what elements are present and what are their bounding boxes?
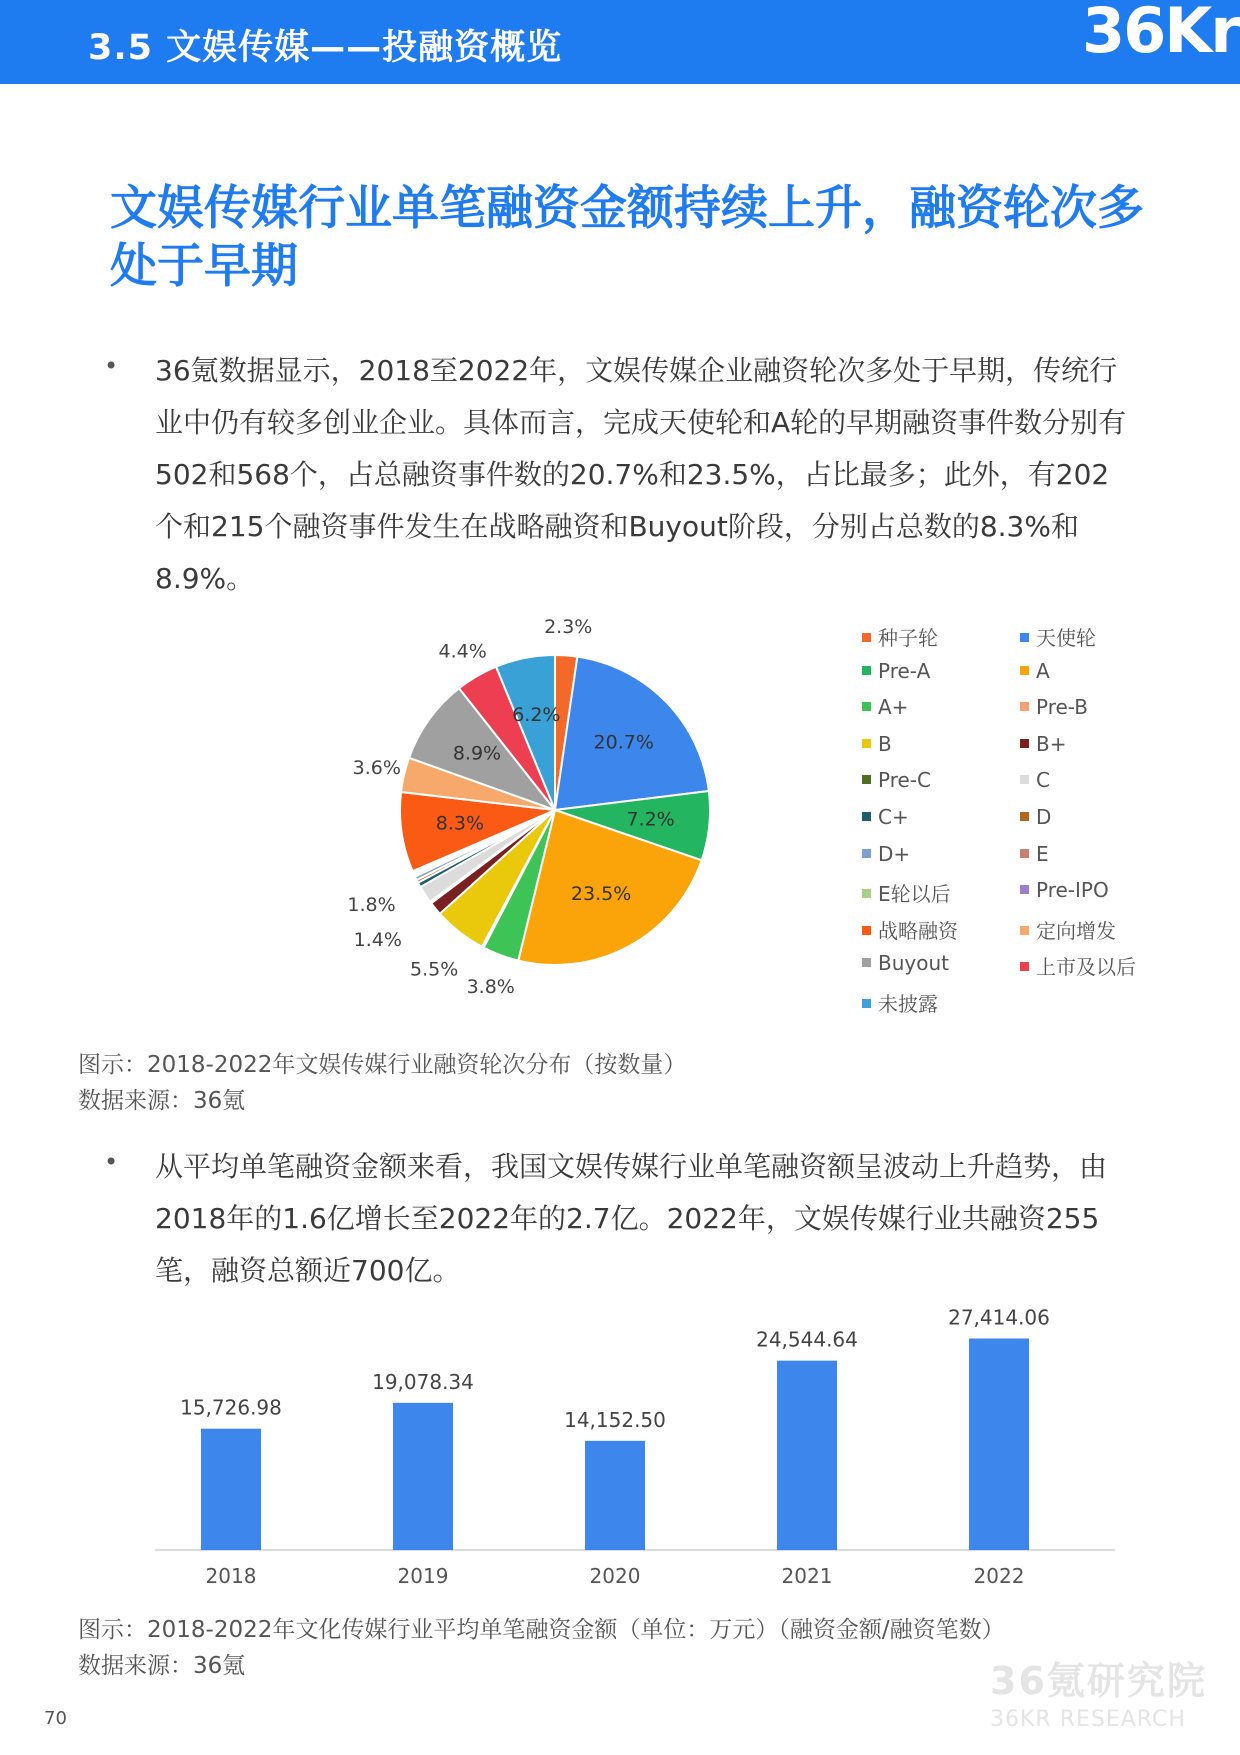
- legend-label: C: [1036, 768, 1050, 793]
- chart-caption-average: [78, 1612, 1005, 1684]
- legend-item: [1020, 805, 1051, 829]
- bar-value-label: 19,078.34: [372, 1369, 474, 1394]
- legend-swatch: [862, 999, 871, 1008]
- legend-swatch: [1020, 775, 1029, 784]
- legend-item: [1020, 951, 1136, 980]
- page-heading: 文娱传媒行业单笔融资金额持续上升，融资轮次多处于早期: [110, 181, 1144, 294]
- legend-label: 战略融资: [878, 918, 958, 943]
- legend-label: E: [1036, 841, 1049, 866]
- legend-item: [1020, 732, 1066, 756]
- legend-swatch: [862, 702, 871, 711]
- legend-label: Pre-A: [878, 658, 931, 683]
- legend-label: E轮以后: [878, 882, 951, 907]
- legend-item: [1020, 622, 1096, 651]
- bullet-marker: •: [104, 1148, 119, 1176]
- legend-item: [862, 842, 910, 866]
- legend-swatch: [862, 633, 871, 642]
- legend-item: [862, 768, 931, 792]
- pie-slice-label: 3.6%: [352, 756, 401, 779]
- bar: [969, 1339, 1029, 1550]
- legend-item: [862, 951, 949, 975]
- legend-swatch: [1020, 812, 1029, 821]
- pie-slice-label: 8.3%: [435, 812, 485, 835]
- legend-swatch: [862, 666, 871, 675]
- legend-swatch: [862, 849, 871, 858]
- caption-title: 图示：2018-2022年文娱传媒行业融资轮次分布（按数量）: [78, 1052, 687, 1078]
- legend-item: [862, 622, 938, 651]
- legend-swatch: [862, 958, 871, 967]
- legend-label: 定向增发: [1036, 918, 1116, 943]
- legend-item: [862, 805, 909, 829]
- pie-slice-label: 6.2%: [512, 704, 561, 727]
- bar: [393, 1403, 453, 1550]
- pie-chart: [330, 615, 750, 1035]
- section-title: 3.5 文娱传媒——投融资概览: [88, 28, 563, 68]
- pie-slice-label: 7.2%: [626, 808, 675, 831]
- caption-source: 数据来源：36氪: [78, 1653, 246, 1679]
- legend-item: [862, 878, 951, 907]
- legend-item: [862, 659, 930, 683]
- x-tick-label: 2019: [397, 1564, 449, 1588]
- bar-value-label: 14,152.50: [564, 1407, 666, 1432]
- caption-title: 图示：2018-2022年文化传媒行业平均单笔融资金额（单位：万元）（融资金额/融资笔数）: [78, 1617, 1005, 1643]
- paragraph-average: 从平均单笔融资金额来看，我国文娱传媒行业单笔融资额呈波动上升趋势，由2018年的1.6亿增长至2022年的2.7亿。2022年，文娱传媒行业共融资255笔，融资总额近700亿。: [155, 1150, 1108, 1287]
- caption-source: 数据来源：36氪: [78, 1088, 246, 1114]
- legend-item: [1020, 768, 1050, 792]
- pie-slice-label: 23.5%: [570, 882, 632, 905]
- legend-swatch: [1020, 926, 1029, 935]
- watermark: [990, 1650, 1207, 1732]
- legend-swatch: [1020, 885, 1029, 894]
- legend-label: D+: [878, 841, 911, 866]
- legend-item: [1020, 915, 1116, 944]
- legend-item: [1020, 878, 1109, 902]
- watermark-cn: 36氪研究院: [990, 1659, 1207, 1703]
- legend-swatch: [1020, 849, 1029, 858]
- pie-slice-label: 2.3%: [544, 615, 593, 638]
- legend-item: [862, 732, 892, 756]
- legend-swatch: [862, 926, 871, 935]
- legend-item: [1020, 695, 1088, 719]
- legend-label: B: [878, 731, 892, 756]
- bar: [201, 1429, 261, 1550]
- pie-slice-label: 20.7%: [593, 731, 654, 754]
- bar-value-label: 15,726.98: [180, 1395, 282, 1420]
- legend-item: [862, 988, 938, 1017]
- legend-swatch: [1020, 666, 1029, 675]
- x-tick-label: 2021: [781, 1564, 833, 1588]
- legend-label: 上市及以后: [1036, 955, 1136, 980]
- bar-chart: [140, 1280, 1130, 1600]
- legend-swatch: [862, 889, 871, 898]
- bar-value-label: 27,414.06: [948, 1305, 1050, 1330]
- watermark-en: 36KR RESEARCH: [990, 1707, 1186, 1732]
- legend-label: C+: [878, 805, 909, 829]
- legend-swatch: [1020, 739, 1029, 748]
- pie-slice-label: 1.4%: [353, 928, 402, 951]
- legend-swatch: [1020, 633, 1029, 642]
- legend-label: Pre-IPO: [1036, 878, 1109, 903]
- legend-label: D: [1036, 805, 1052, 829]
- legend-label: Pre-B: [1036, 695, 1089, 720]
- legend-label: Pre-C: [878, 768, 931, 793]
- bar: [777, 1361, 837, 1550]
- legend-item: [862, 695, 908, 719]
- legend-swatch: [862, 775, 871, 784]
- legend-swatch: [862, 812, 871, 821]
- chart-caption-rounds: [78, 1047, 686, 1119]
- x-tick-label: 2018: [205, 1564, 257, 1588]
- pie-slice-label: 1.8%: [347, 894, 396, 917]
- pie-slice-label: 8.9%: [452, 742, 502, 765]
- legend-label: 种子轮: [878, 626, 938, 650]
- legend-item: [862, 915, 958, 944]
- bar: [585, 1441, 645, 1550]
- bar-value-label: 24,544.64: [756, 1327, 858, 1352]
- page-number: 70: [44, 1708, 67, 1729]
- legend-swatch: [1020, 702, 1029, 711]
- pie-slice-label: 3.8%: [466, 975, 515, 998]
- legend-swatch: [1020, 962, 1029, 971]
- legend-label: B+: [1036, 731, 1067, 756]
- legend-label: A: [1036, 658, 1050, 683]
- legend-item: [1020, 842, 1049, 866]
- 36kr-logo: 36Kr: [1082, 0, 1239, 67]
- pie-slice-label: 4.4%: [438, 640, 487, 663]
- x-tick-label: 2022: [973, 1564, 1025, 1588]
- legend-item: [1020, 659, 1050, 683]
- paragraph-rounds: 36氪数据显示，2018至2022年，文娱传媒企业融资轮次多处于早期，传统行业中仍有较多创业企业。具体而言，完成天使轮和A轮的早期融资事件数分别有502和568个，占总融资事件数的20.7%和23.5%，占比最多；此外，有202个和215个融资事件发生在战略融资和Buyout阶段，分别占总数的8.3%和8.9%。: [155, 354, 1127, 595]
- pie-slice-label: 5.5%: [410, 958, 459, 981]
- legend-label: A+: [878, 695, 909, 720]
- legend-label: Buyout: [878, 951, 949, 976]
- bullet-marker: •: [104, 352, 119, 380]
- legend-label: 天使轮: [1036, 626, 1096, 650]
- legend-swatch: [862, 739, 871, 748]
- legend-label: 未披露: [878, 992, 938, 1016]
- x-tick-label: 2020: [589, 1564, 641, 1588]
